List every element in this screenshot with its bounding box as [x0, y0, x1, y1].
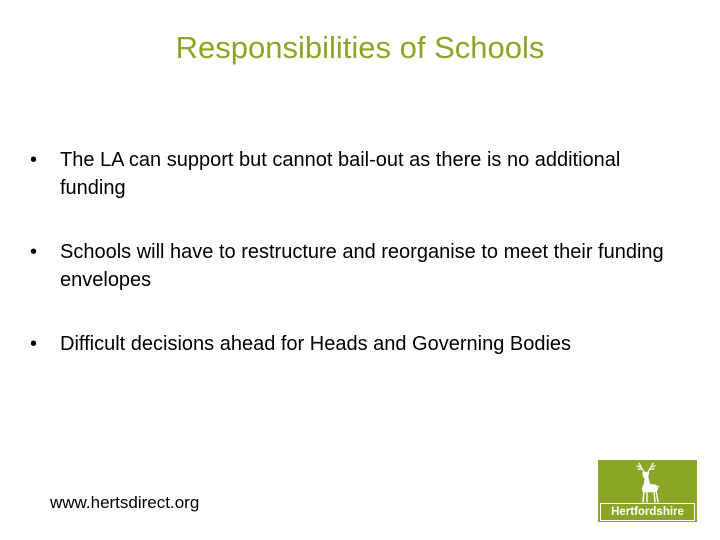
logo-text: Hertfordshire [600, 503, 695, 521]
bullet-text: Schools will have to restructure and reorganise to meet their funding envelopes [60, 241, 664, 291]
bullet-item [30, 146, 690, 202]
hertfordshire-logo [598, 460, 697, 522]
stag-icon [632, 462, 662, 504]
footer-url[interactable]: www.hertsdirect.org [50, 493, 200, 512]
bullet-list [30, 146, 690, 394]
bullet-text: Difficult decisions ahead for Heads and Governing Bodies [60, 333, 572, 355]
bullet-text: The LA can support but cannot bail-out as there is no additional funding [60, 149, 621, 199]
bullet-marker: • [30, 333, 38, 355]
bullet-item [30, 330, 690, 358]
bullet-item [30, 238, 690, 294]
bullet-marker: • [30, 149, 38, 171]
slide-title: Responsibilities of Schools [175, 30, 545, 65]
bullet-marker: • [30, 241, 38, 263]
